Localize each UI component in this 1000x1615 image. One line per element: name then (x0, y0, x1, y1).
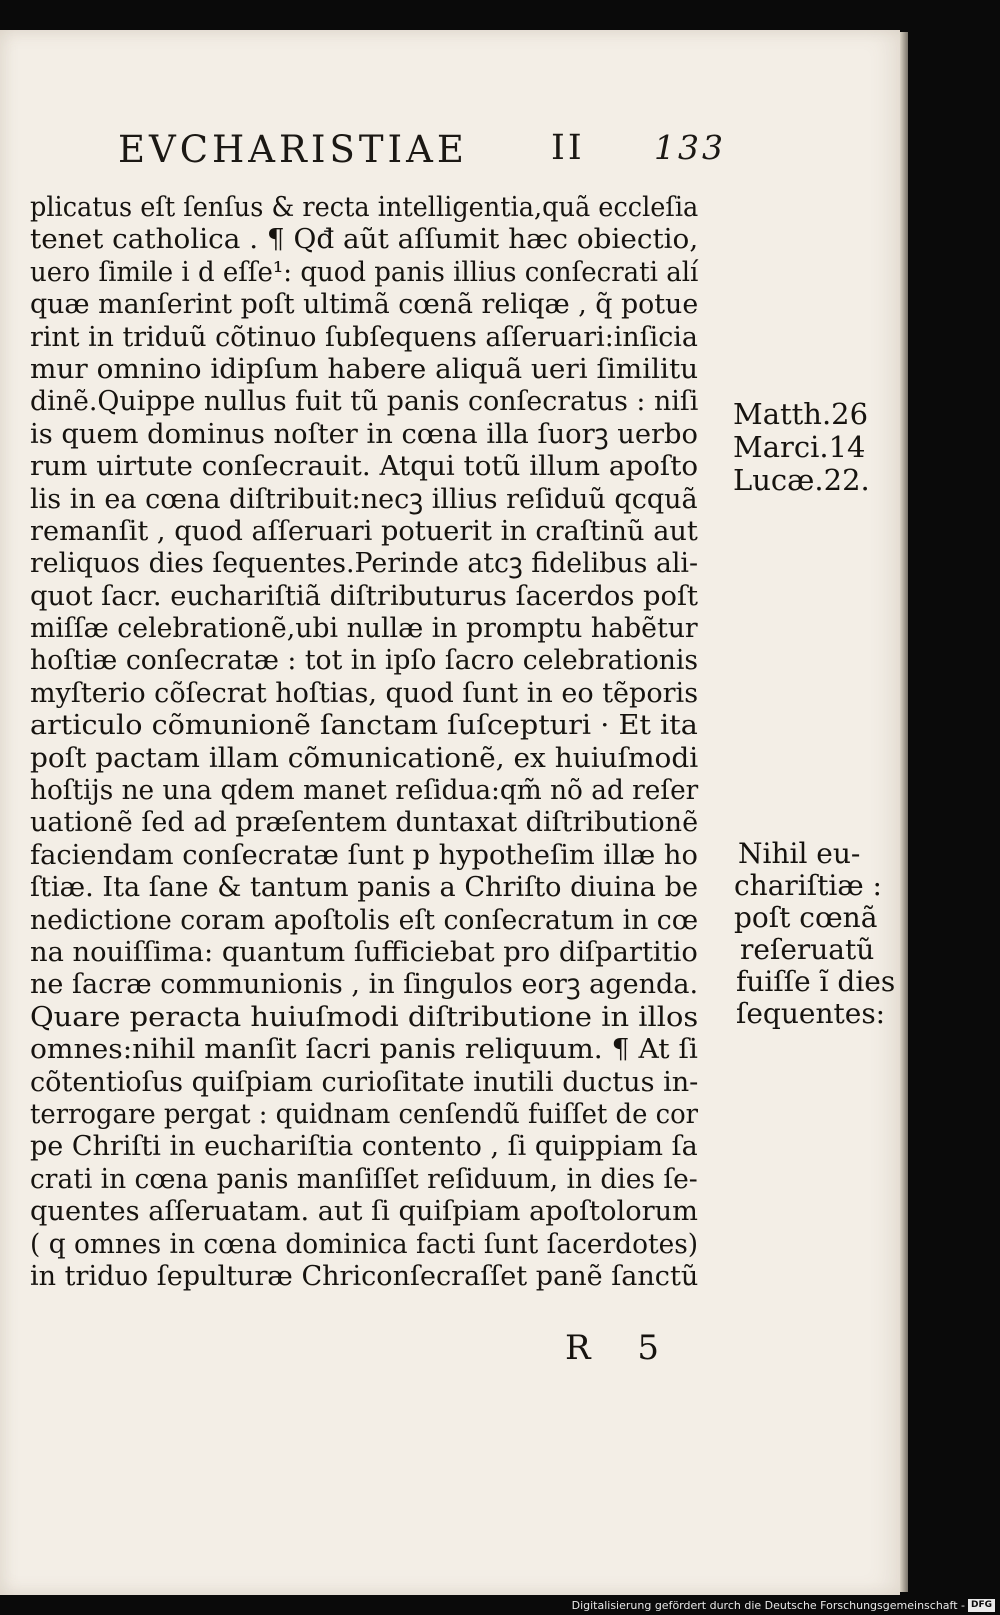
text-line-content: in triduo ſepulturæ Chriconſecraſſet panẽ ſanctũ (30, 1260, 699, 1292)
text-line (30, 484, 750, 516)
margin-note-nihil (734, 837, 896, 1030)
book-page (0, 30, 900, 1595)
margin-note-line: fuiſſe ĩ dies (736, 965, 896, 998)
text-line (30, 937, 750, 969)
text-line (30, 419, 750, 451)
text-line-content: omnes:nihil manſit ſacri panis reliquum. ¶ At ſi (30, 1034, 698, 1066)
text-line (30, 1067, 750, 1099)
text-line-content: is quem dominus noſter in cœna illa ſuorꝫ uerbo (30, 418, 698, 450)
text-line (30, 1261, 750, 1293)
text-line (30, 775, 750, 807)
text-line-content: ſtiæ. Ita ſane & tantum panis a Chriſto diuina be (30, 872, 699, 904)
text-line-content: nedictione coram apoſtolis eſt conſecratum in cœ (30, 904, 699, 936)
text-line-content: quot ſacr. euchariſtiã diſtributurus ſacerdos poſt (30, 580, 699, 612)
text-line-content: uero ſimile i d eſſe¹: quod panis illius conſecrati alí (30, 256, 699, 288)
text-line-content: quæ manſerint poſt ultimã cœnã reliqæ , q̃ potue (30, 289, 699, 321)
text-line-content: terrogare pergat : quidnam cenſendũ fuiſſet de cor (30, 1098, 699, 1130)
margin-reference: Marci.14 (733, 430, 866, 464)
text-line (30, 322, 750, 354)
text-line (30, 451, 750, 483)
text-line (30, 613, 750, 645)
text-line-content: rum uirtute conſecrauit. Atqui totũ illum apoſto (30, 451, 699, 483)
text-line (30, 257, 750, 289)
text-line-content: myſterio cõſecrat hoſtias, quod ſunt in eo tẽporis (30, 677, 699, 709)
text-line (30, 1002, 750, 1034)
text-line (30, 289, 750, 321)
margin-note-references (733, 398, 870, 497)
text-line-content: Quare peracta huiuſmodi diſtributione in illos (30, 1001, 699, 1033)
text-line (30, 1229, 750, 1261)
main-text-block (30, 192, 750, 1293)
text-line (30, 581, 750, 613)
text-line-content: articulo cõmunionẽ ſanctam ſuſcepturi · Et ita (30, 710, 698, 742)
text-line-content: ne ſacræ communionis , in ſingulos eorꝫ agenda. (30, 969, 699, 1001)
text-line (30, 1034, 750, 1066)
text-line (30, 1099, 750, 1131)
running-title: EVCHARISTIAE (118, 128, 468, 171)
text-line (30, 872, 750, 904)
margin-note-line: chariſtiæ : (734, 869, 882, 902)
running-header (118, 122, 726, 182)
text-line (30, 386, 750, 418)
text-line-content: crati in cœna panis manſiſſet reſiduum, in dies ſe- (30, 1163, 698, 1195)
text-line-content: hoſtiæ conſecratæ : tot in ipſo ſacro celebrationis (30, 645, 699, 677)
text-line (30, 224, 750, 256)
dfg-logo: DFG (968, 1599, 995, 1612)
text-line-content: uationẽ ſed ad præſentem duntaxat diſtributionẽ (30, 807, 699, 839)
credit-text: Digitalisierung gefördert durch die Deutsche Forschungsgemeinschaft - (571, 1598, 965, 1612)
text-line-content: dinẽ.Quippe nullus fuit tũ panis conſecratus : niſi (30, 386, 699, 418)
text-line-content: ( q omnes in cœna dominica facti ſunt ſacerdotes) (30, 1228, 699, 1260)
text-line (30, 1196, 750, 1228)
signature-mark: R 5 (565, 1328, 678, 1368)
text-line (30, 678, 750, 710)
text-line (30, 743, 750, 775)
margin-reference: Lucæ.22. (733, 463, 870, 497)
text-line-content: remanſit , quod aſſeruari potuerit in craſtinũ aut (30, 515, 698, 547)
text-line (30, 807, 750, 839)
text-line-content: na nouiſſima: quantum ſufficiebat pro diſpartitio (30, 936, 698, 968)
margin-note-line: reſeruatũ (740, 933, 875, 966)
text-line-content: plicatus eſt ſenſus & recta intelligentia,quã eccleſia (30, 192, 699, 223)
text-line-content: poſt pactam illam cõmunicationẽ, ex huiuſmodi (30, 742, 699, 774)
margin-note-line: ſequentes: (736, 997, 886, 1030)
text-line-content: reliquos dies ſequentes.Perinde atcꝫ fidelibus ali- (30, 548, 699, 580)
text-line (30, 548, 750, 580)
text-line (30, 1131, 750, 1163)
text-line-content: miſſæ celebrationẽ,ubi nullæ in promptu habẽtur (30, 613, 698, 645)
text-line (30, 969, 750, 1001)
text-line (30, 905, 750, 937)
text-line-content: cõtentioſus quiſpiam curioſitate inutili ductus in- (30, 1066, 699, 1098)
text-line (30, 710, 750, 742)
chapter-number: II (551, 128, 585, 168)
text-line-content: faciendam conſecratæ ſunt p hypotheſim illæ ho (30, 839, 698, 871)
page-edge (900, 32, 908, 1592)
text-line (30, 354, 750, 386)
text-line-content: pe Chriſti in euchariſtia contento , ſi quippiam ſa (30, 1131, 698, 1163)
text-line (30, 192, 750, 224)
page-number: 133 (654, 128, 726, 167)
text-line (30, 645, 750, 677)
text-line (30, 516, 750, 548)
text-line (30, 1164, 750, 1196)
text-line-content: hoſtijs ne una qdem manet reſidua:qm̃ nõ ad reſer (30, 775, 699, 807)
margin-note-line: Nihil eu- (738, 837, 861, 870)
text-line (30, 840, 750, 872)
margin-note-line: poſt cœnã (734, 901, 878, 934)
text-line-content: mur omnino idipſum habere aliquã ueri ſimilitu (30, 353, 699, 385)
text-line-content: rint in triduũ cõtinuo ſubſequens aſſeruari:inſicia (30, 321, 698, 353)
margin-reference: Matth.26 (733, 397, 869, 431)
digitization-credit (572, 1597, 995, 1613)
text-line-content: tenet catholica . ¶ Qđ aũt aſſumit hæc obiectio, (30, 224, 699, 256)
text-line-content: quentes aſſeruatam. aut ſi quiſpiam apoſtolorum (30, 1196, 698, 1228)
text-line-content: lis in ea cœna diſtribuit:necꝫ illius reſiduũ qcquã (30, 483, 698, 515)
